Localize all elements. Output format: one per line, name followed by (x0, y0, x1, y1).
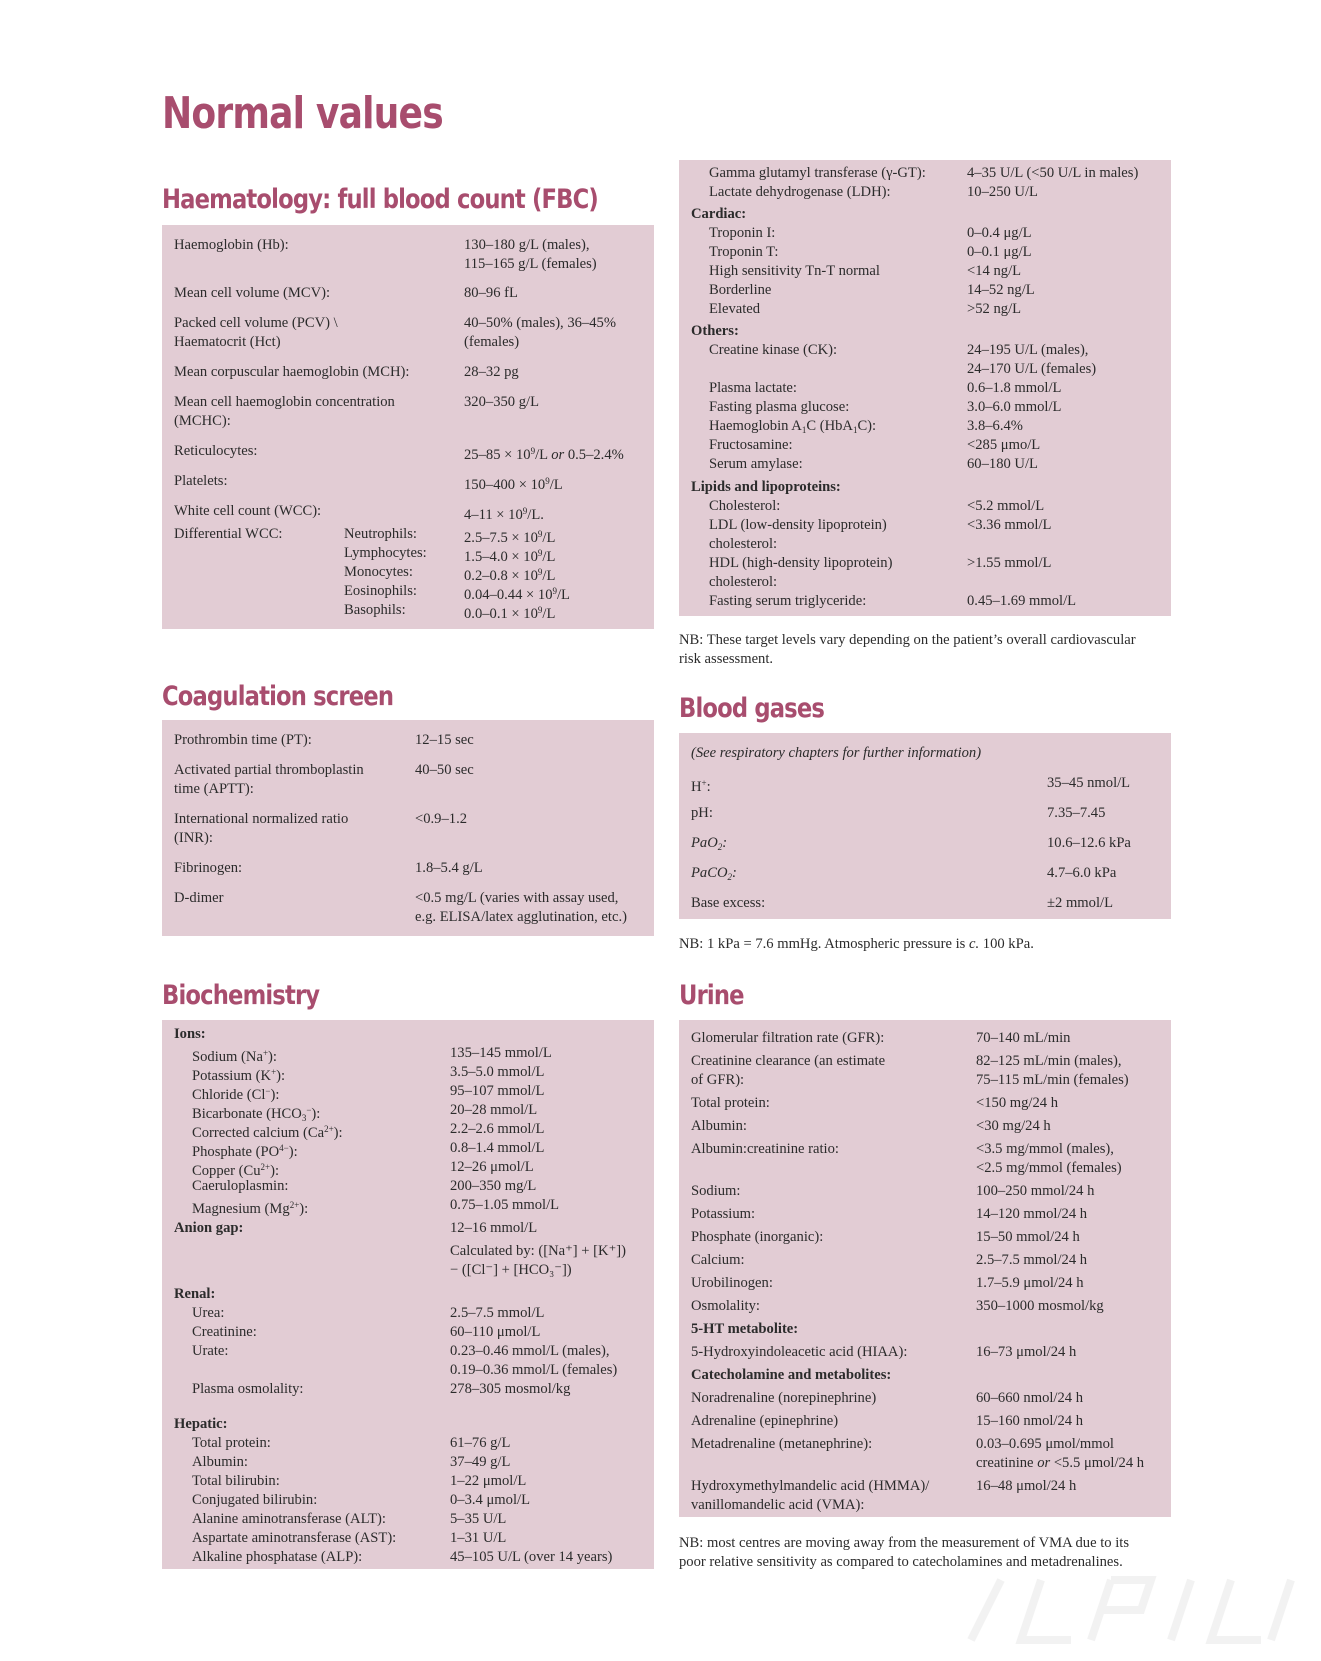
diff-lymphocytes-value: $1.5-4.0 \times 10^9/L$ (464, 548, 556, 565)
wcc-label: White cell count (WCC): (174, 503, 322, 519)
mchc-label-2: (MCHC): (174, 413, 231, 429)
lactate-value: 0.6–1.8 mmol/L (967, 380, 1062, 396)
retic-value: $25-85 \times 10^9/L$ or 0.5–2.4% (464, 446, 624, 463)
hiaa-value: 16–73 μmol/24 h (976, 1344, 1077, 1360)
ldl-value: <3.36 mmol/L (967, 517, 1052, 533)
hb-value-2: 115–165 g/L (females) (464, 256, 597, 272)
pcv-value-2: (females) (464, 334, 520, 350)
fbc-title: Haematology: full blood count (FBC) (162, 184, 598, 215)
noradrenaline-value: 60–660 nmol/24 h (976, 1390, 1084, 1406)
borderline-label: Borderline (709, 282, 772, 298)
hepatic-alp-value: 45–105 U/L (over 14 years) (450, 1549, 613, 1565)
hb-value-1: 130–180 g/L (males), (464, 237, 590, 253)
plasma-osmolality-value: 278–305 mosmol/kg (450, 1381, 571, 1397)
urine-sodium-value: 100–250 mmol/24 h (976, 1183, 1095, 1199)
ion-potassium-label: Potassium (K+): (192, 1067, 286, 1084)
urine-phosphate-value: 15–50 mmol/24 h (976, 1229, 1080, 1245)
h-ion-label: H+: (691, 778, 711, 795)
base-excess-label: Base excess: (691, 895, 766, 911)
hba1c-value: 3.8–6.4% (967, 418, 1023, 434)
ck-label: Creatine kinase (CK): (709, 342, 838, 358)
urobilinogen-label: Urobilinogen: (691, 1275, 773, 1291)
cc-label-2: of GFR): (691, 1072, 745, 1088)
plasma-osmolality-label: Plasma osmolality: (192, 1381, 304, 1397)
ion-magnesium-value: 0.75–1.05 mmol/L (450, 1197, 560, 1213)
glucose-value: 3.0–6.0 mmol/L (967, 399, 1062, 415)
urine-osmolality-label: Osmolality: (691, 1298, 760, 1314)
hdl-value: >1.55 mmol/L (967, 555, 1052, 571)
ion-bicarbonate-label: Bicarbonate $(HCO_3^-)$: (192, 1105, 321, 1123)
diff-basophils-value: $0.0-0.1 \times 10^9/L$ (464, 605, 556, 622)
diff-eosinophils-value: $0.04-0.44 \times 10^9/L$ (464, 586, 570, 603)
fib-value: 1.8–5.4 g/L (415, 860, 483, 876)
hepatic-total-bilirubin-value: 1–22 μmol/L (450, 1473, 527, 1489)
hiaa-label: 5-Hydroxyindoleacetic acid (HIAA): (691, 1344, 908, 1360)
pcv-label-2: Haematocrit (Hct) (174, 334, 281, 350)
paco2-value: 4.7–6.0 kPa (1047, 865, 1117, 881)
mchc-value: 320–350 g/L (464, 394, 539, 410)
anion-calc-1: Calculated by: ([Na⁺] + [K⁺]) (450, 1243, 626, 1259)
fib-label: Fibrinogen: (174, 860, 243, 876)
lactate-label: Plasma lactate: (709, 380, 797, 396)
urine-table (679, 1020, 1171, 1517)
elevated-label: Elevated (709, 301, 761, 317)
urine-osmolality-value: 350–1000 mosmol/kg (976, 1298, 1104, 1314)
fbc-table (162, 225, 654, 629)
urea-label: Urea: (192, 1305, 225, 1321)
biochem-title: Biochemistry (162, 980, 320, 1011)
watermark-decoration (961, 1570, 1321, 1650)
urine-note-1: NB: most centres are moving away from the measurement of VMA due to its (679, 1535, 1130, 1551)
mcv-label: Mean cell volume (MCV): (174, 285, 331, 301)
cardiac-heading: Cardiac: (691, 206, 747, 222)
pcv-value-1: 40–50% (males), 36–45% (464, 315, 616, 331)
urine-calcium-value: 2.5–7.5 mmol/24 h (976, 1252, 1088, 1268)
ion-phosphate-value: 0.8–1.4 mmol/L (450, 1140, 545, 1156)
diff-label: Differential WCC: (174, 526, 283, 542)
gfr-value: 70–140 mL/min (976, 1030, 1071, 1046)
gases-intro: (See respiratory chapters for further information) (691, 745, 982, 761)
diff-monocytes-value: $0.2-0.8 \times 10^9/L$ (464, 567, 556, 584)
ht-heading: 5-HT metabolite: (691, 1321, 799, 1337)
troponin-i-label: Troponin I: (709, 225, 776, 241)
urine-potassium-value: 14–120 mmol/24 h (976, 1206, 1088, 1222)
hdl-label-1: HDL (high-density lipoprotein) (709, 555, 893, 571)
urobilinogen-value: 1.7–5.9 μmol/24 h (976, 1275, 1084, 1291)
ion-chloride-value: 95–107 mmol/L (450, 1083, 545, 1099)
lipid-note-2: risk assessment. (679, 651, 774, 667)
ion-copper-value: 12–26 μmol/L (450, 1159, 534, 1175)
ion-calcium-value: 2.2–2.6 mmol/L (450, 1121, 545, 1137)
aptt-label-2: time (APTT): (174, 781, 254, 797)
hepatic-heading: Hepatic: (174, 1416, 228, 1432)
diff-monocytes-label: Monocytes: (344, 564, 413, 580)
acr-label: Albumin:creatinine ratio: (691, 1141, 839, 1157)
mch-value: 28–32 pg (464, 364, 519, 380)
adrenaline-label: Adrenaline (epinephrine) (691, 1413, 839, 1429)
dd-value-2: e.g. ELISA/latex agglutination, etc.) (415, 909, 627, 925)
hepatic-conj-bilirubin-value: 0–3.4 μmol/L (450, 1492, 530, 1508)
diff-basophils-label: Basophils: (344, 602, 406, 618)
aptt-value: 40–50 sec (415, 762, 474, 778)
urine-potassium-label: Potassium: (691, 1206, 756, 1222)
ion-sodium-value: 135–145 mmol/L (450, 1045, 552, 1061)
others-heading: Others: (691, 323, 739, 339)
paco2-label: PaCO$_2$: (691, 865, 737, 882)
retic-label: Reticulocytes: (174, 443, 258, 459)
urea-value: 2.5–7.5 mmol/L (450, 1305, 545, 1321)
urine-phosphate-label: Phosphate (inorganic): (691, 1229, 824, 1245)
ggt-value: 4–35 U/L (<50 U/L in males) (967, 165, 1139, 181)
amylase-value: 60–180 U/L (967, 456, 1038, 472)
inr-value: <0.9–1.2 (415, 811, 468, 827)
ion-chloride-label: Chloride (Cl−): (192, 1086, 280, 1103)
gfr-label: Glomerular filtration rate (GFR): (691, 1030, 885, 1046)
urine-albumin-label: Albumin: (691, 1118, 747, 1134)
pt-label: Prothrombin time (PT): (174, 732, 312, 748)
ldh-value: 10–250 U/L (967, 184, 1038, 200)
ph-value: 7.35–7.45 (1047, 805, 1106, 821)
hepatic-ast-label: Aspartate aminotransferase (AST): (192, 1530, 397, 1546)
troponin-i-value: 0–0.4 μg/L (967, 225, 1032, 241)
troponin-t-value: 0–0.1 μg/L (967, 244, 1032, 260)
hepatic-total-bilirubin-label: Total bilirubin: (192, 1473, 280, 1489)
urate-value-2: 0.19–0.36 mmol/L (females) (450, 1362, 618, 1378)
dd-label: D-dimer (174, 890, 224, 906)
lipid-note-1: NB: These target levels vary depending on the patient’s overall cardiovascular (679, 632, 1136, 648)
plt-label: Platelets: (174, 473, 228, 489)
lipids-heading: Lipids and lipoproteins: (691, 479, 841, 495)
urate-label: Urate: (192, 1343, 229, 1359)
diff-neutrophils-label: Neutrophils: (344, 526, 417, 542)
cholesterol-value: <5.2 mmol/L (967, 498, 1045, 514)
mch-label: Mean corpuscular haemoglobin (MCH): (174, 364, 410, 380)
pcv-label-1: Packed cell volume (PCV) \ (174, 315, 338, 331)
hepatic-total-protein-value: 61–76 g/L (450, 1435, 511, 1451)
cc-value-1: 82–125 mL/min (males), (976, 1053, 1122, 1069)
urine-title: Urine (679, 980, 744, 1011)
hepatic-total-protein-label: Total protein: (192, 1435, 271, 1451)
catecholamine-heading: Catecholamine and metabolites: (691, 1367, 892, 1383)
hs-tnt-value: <14 ng/L (967, 263, 1022, 279)
ph-label: pH: (691, 805, 713, 821)
urine-calcium-label: Calcium: (691, 1252, 745, 1268)
hepatic-albumin-label: Albumin: (192, 1454, 248, 1470)
ldh-label: Lactate dehydrogenase (LDH): (709, 184, 891, 200)
ion-sodium-label: Sodium (Na+): (192, 1048, 277, 1065)
creatinine-value: 60–110 μmol/L (450, 1324, 541, 1340)
inr-label-1: International normalized ratio (174, 811, 349, 827)
aptt-label-1: Activated partial thromboplastin (174, 762, 364, 778)
hepatic-alt-value: 5–35 U/L (450, 1511, 507, 1527)
hba1c-label: Haemoglobin $A_1C$ (HbA$_1$C): (709, 418, 877, 435)
coag-table (162, 720, 654, 936)
cc-label-1: Creatinine clearance (an estimate (691, 1053, 886, 1069)
ion-copper-label: Copper $(Cu^{2+})$: (192, 1162, 280, 1179)
elevated-value: >52 ng/L (967, 301, 1022, 317)
ldl-label-2: cholesterol: (709, 536, 778, 552)
diff-lymphocytes-label: Lymphocytes: (344, 545, 427, 561)
hmma-label-2: vanillomandelic acid (VMA): (691, 1497, 865, 1513)
hepatic-alt-label: Alanine aminotransferase (ALT): (192, 1511, 386, 1527)
adrenaline-value: 15–160 nmol/24 h (976, 1413, 1084, 1429)
urine-note-2: poor relative sensitivity as compared to catecholamines and metadrenalines. (679, 1554, 1123, 1570)
urine-sodium-label: Sodium: (691, 1183, 741, 1199)
page-title: Normal values (162, 88, 443, 139)
anion-heading: Anion gap: (174, 1220, 244, 1236)
ion-calcium-label: Corrected calcium $(Ca^{2+})$: (192, 1124, 343, 1141)
urate-value-1: 0.23–0.46 mmol/L (males), (450, 1343, 610, 1359)
hepatic-albumin-value: 37–49 g/L (450, 1454, 511, 1470)
anion-calc-2: − ([Cl⁻] + [HCO₃⁻]) (450, 1262, 572, 1278)
urine-total-protein-label: Total protein: (691, 1095, 770, 1111)
ldl-label-1: LDL (low-density lipoprotein) (709, 517, 887, 533)
hmma-value: 16–48 μmol/24 h (976, 1478, 1077, 1494)
hepatic-ast-value: 1–31 U/L (450, 1530, 507, 1546)
pt-value: 12–15 sec (415, 732, 474, 748)
acr-value-2: <2.5 mg/mmol (females) (976, 1160, 1122, 1176)
hepatic-alp-label: Alkaline phosphatase (ALP): (192, 1549, 363, 1565)
triglyceride-value: 0.45–1.69 mmol/L (967, 593, 1077, 609)
dd-value-1: <0.5 mg/L (varies with assay used, (415, 890, 619, 906)
wcc-value: $4-11 \times 10^9/L$. (464, 506, 544, 523)
renal-heading: Renal: (174, 1286, 216, 1302)
gases-title: Blood gases (679, 693, 825, 724)
gases-note: NB: 1 kPa = 7.6 mmHg. Atmospheric pressure is c. 100 kPa. (679, 936, 1034, 952)
mchc-label-1: Mean cell haemoglobin concentration (174, 394, 395, 410)
ion-potassium-value: 3.5–5.0 mmol/L (450, 1064, 545, 1080)
hs-tnt-label: High sensitivity Tn-T normal (709, 263, 880, 279)
triglyceride-label: Fasting serum triglyceride: (709, 593, 867, 609)
diff-neutrophils-value: $2.5-7.5 \times 10^9/L$ (464, 529, 556, 546)
diff-eosinophils-label: Eosinophils: (344, 583, 417, 599)
troponin-t-label: Troponin T: (709, 244, 779, 260)
hb-label: Haemoglobin (Hb): (174, 237, 289, 253)
creatinine-label: Creatinine: (192, 1324, 257, 1340)
ions-heading: Ions: (174, 1026, 206, 1042)
plt-value: $150-400 \times 10^9/L$ (464, 476, 563, 493)
coag-title: Coagulation screen (162, 681, 394, 712)
noradrenaline-label: Noradrenaline (norepinephrine) (691, 1390, 877, 1406)
fructosamine-label: Fructosamine: (709, 437, 793, 453)
metadrenaline-label: Metadrenaline (metanephrine): (691, 1436, 873, 1452)
metadrenaline-value-1: 0.03–0.695 μmol/mmol (976, 1436, 1114, 1452)
base-excess-value: ±2 mmol/L (1047, 895, 1113, 911)
ion-bicarbonate-value: 20–28 mmol/L (450, 1102, 538, 1118)
cholesterol-label: Cholesterol: (709, 498, 781, 514)
ion-phosphate-label: Phosphate $(PO^{4-})$: (192, 1143, 298, 1160)
glucose-label: Fasting plasma glucose: (709, 399, 850, 415)
biochem-continued-table (679, 160, 1171, 616)
acr-value-1: <3.5 mg/mmol (males), (976, 1141, 1114, 1157)
ck-value-1: 24–195 U/L (males), (967, 342, 1089, 358)
pao2-value: 10.6–12.6 kPa (1047, 835, 1131, 851)
ion-magnesium-label: Magnesium $(Mg^{2+})$: (192, 1200, 309, 1217)
urine-total-protein-value: <150 mg/24 h (976, 1095, 1059, 1111)
gases-table (679, 733, 1171, 919)
inr-label-2: (INR): (174, 830, 213, 846)
ggt-label: Gamma glutamyl transferase (γ-GT): (709, 165, 926, 181)
hdl-label-2: cholesterol: (709, 574, 778, 590)
ion-caeruloplasmin-label: Caeruloplasmin: (192, 1178, 289, 1194)
hmma-label-1: Hydroxymethylmandelic acid (HMMA)/ (691, 1478, 930, 1494)
h-ion-value: 35–45 nmol/L (1047, 775, 1131, 791)
hepatic-conj-bilirubin-label: Conjugated bilirubin: (192, 1492, 318, 1508)
biochem-table (162, 1020, 654, 1569)
metadrenaline-value-2: creatinine or <5.5 μmol/24 h (976, 1455, 1145, 1471)
ck-value-2: 24–170 U/L (females) (967, 361, 1097, 377)
fructosamine-value: <285 μmo/L (967, 437, 1041, 453)
cc-value-2: 75–115 mL/min (females) (976, 1072, 1129, 1088)
mcv-value: 80–96 fL (464, 285, 518, 301)
borderline-value: 14–52 ng/L (967, 282, 1035, 298)
pao2-label: PaO$_2$: (691, 835, 728, 852)
ion-caeruloplasmin-value: 200–350 mg/L (450, 1178, 537, 1194)
urine-albumin-value: <30 mg/24 h (976, 1118, 1051, 1134)
anion-value: 12–16 mmol/L (450, 1220, 538, 1236)
amylase-label: Serum amylase: (709, 456, 803, 472)
